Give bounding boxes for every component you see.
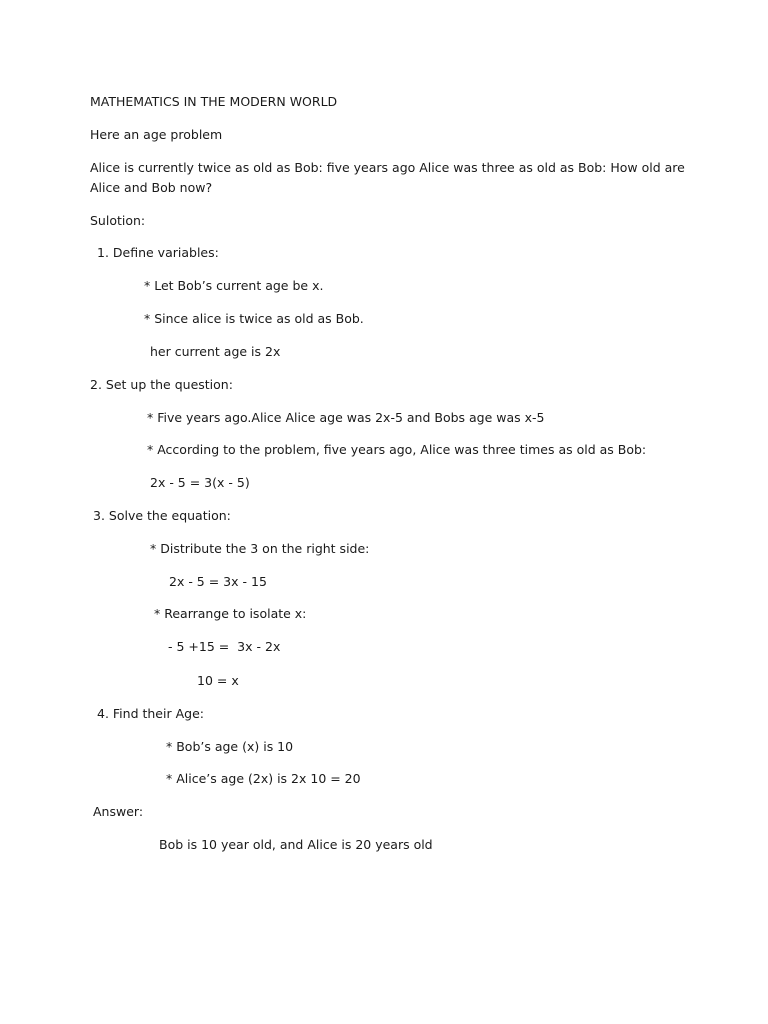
step2-heading: 2. Set up the question:	[90, 377, 233, 392]
step4-heading: 4. Find their Age:	[97, 706, 204, 721]
step2-bullet2: * According to the problem, five years ago, Alice was three times as old as Bob:	[147, 442, 647, 457]
step4-bullet2: * Alice’s age (2x) is 2x 10 = 20	[166, 771, 361, 786]
step3-equation3: 10 = x	[197, 673, 239, 688]
step3-bullet1: * Distribute the 3 on the right side:	[150, 541, 370, 556]
step2-bullet1: * Five years ago.Alice Alice age was 2x-5 and Bobs age was x-5	[147, 410, 545, 425]
step1-bullet1: * Let Bob’s current age be x.	[144, 278, 324, 293]
step3-equation1: 2x - 5 = 3x - 15	[169, 574, 267, 589]
step4-bullet1: * Bob’s age (x) is 10	[166, 739, 294, 754]
step1-bullet2-continuation: her current age is 2x	[150, 344, 281, 359]
problem-statement: Alice is currently twice as old as Bob: five years ago Alice was three as old as Bob: How old are Alice and Bob now?	[90, 160, 685, 195]
step2-equation: 2x - 5 = 3(x - 5)	[150, 475, 250, 490]
step1-bullet2: * Since alice is twice as old as Bob.	[144, 311, 364, 326]
step3-heading: 3. Solve the equation:	[93, 508, 231, 523]
document-title: MATHEMATICS IN THE MODERN WORLD	[90, 94, 338, 109]
intro-text: Here an age problem	[90, 127, 223, 142]
answer-label: Answer:	[93, 804, 144, 819]
answer-text: Bob is 10 year old, and Alice is 20 years old	[159, 837, 433, 852]
step1-heading: 1. Define variables:	[97, 245, 219, 260]
solution-label: Sulotion:	[90, 213, 146, 228]
step3-bullet2: * Rearrange to isolate x:	[154, 606, 307, 621]
step3-equation2: - 5 +15 = 3x - 2x	[168, 639, 281, 654]
